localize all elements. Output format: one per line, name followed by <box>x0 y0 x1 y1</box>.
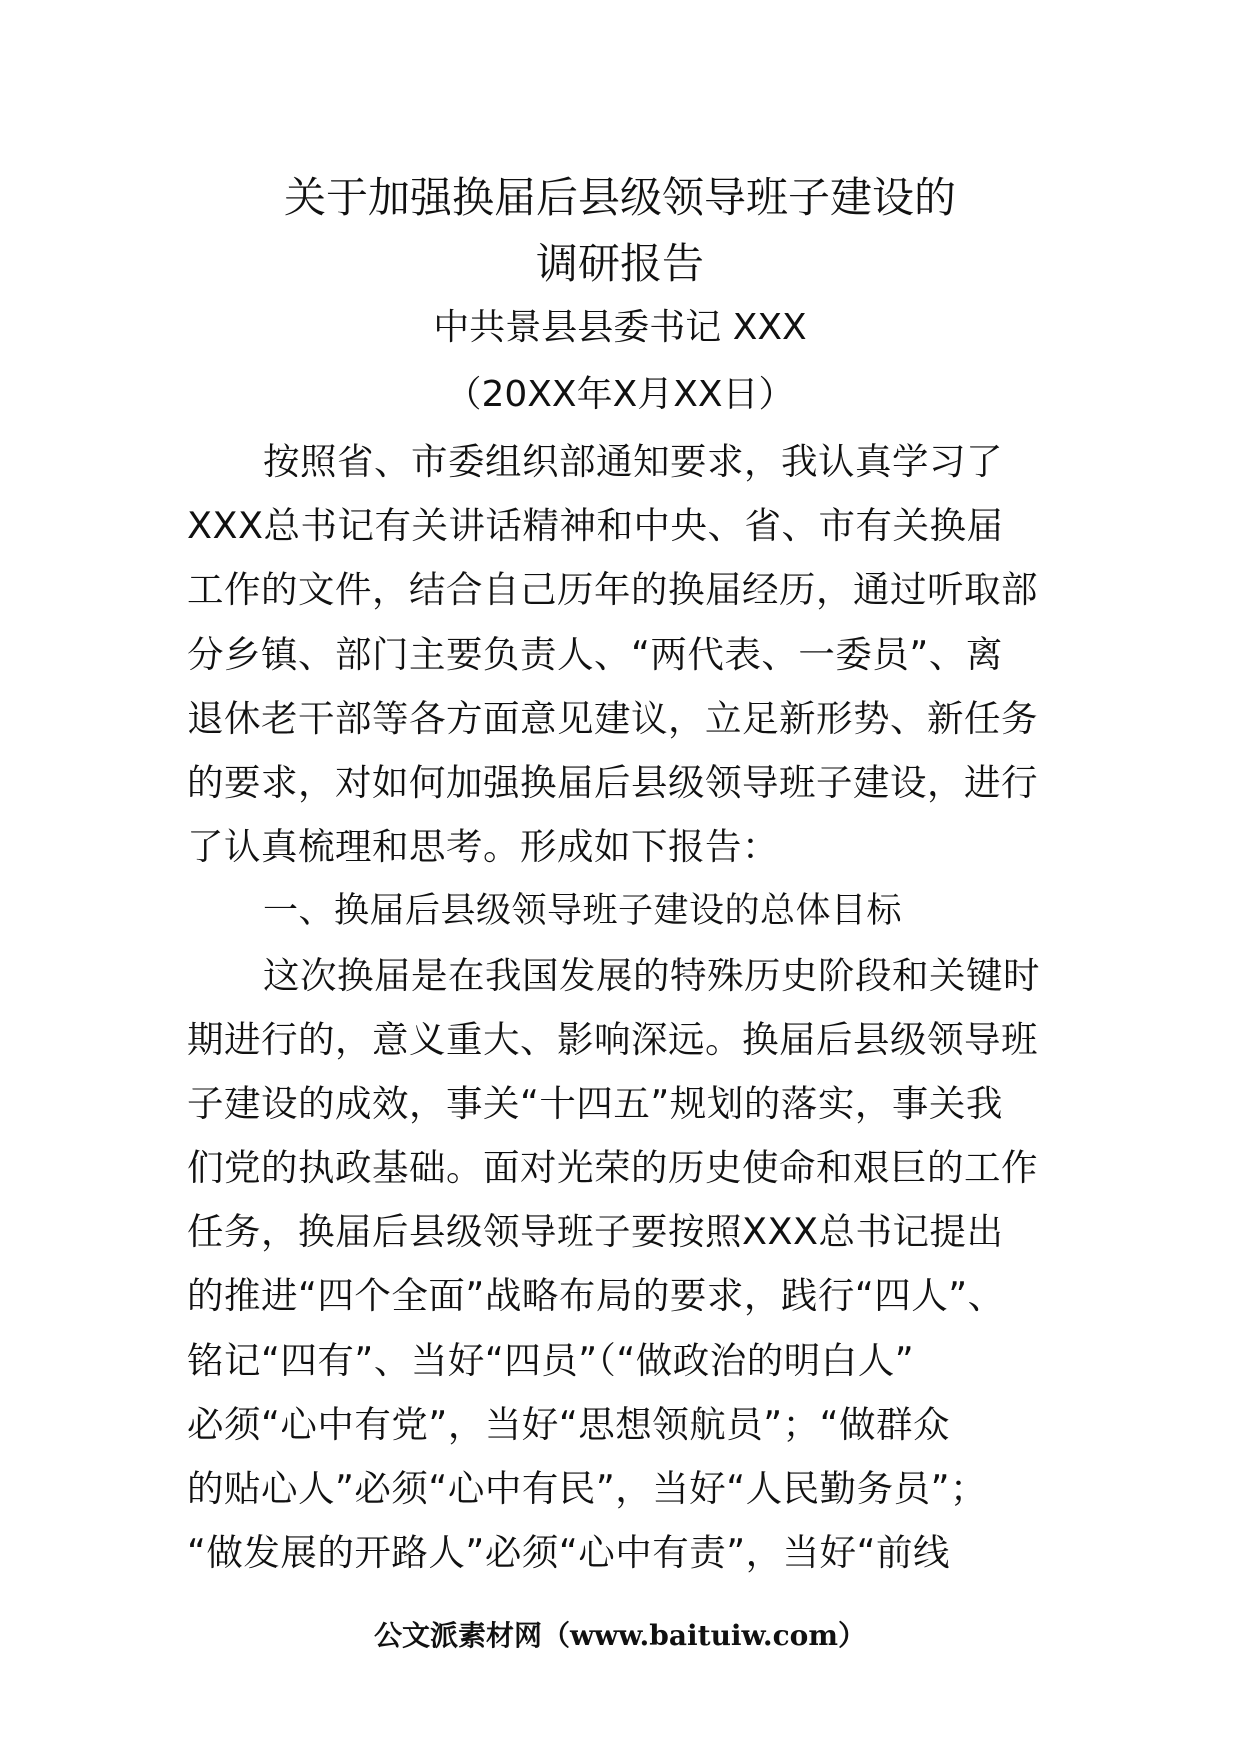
document-title-line-2: 调研报告 <box>535 239 704 288</box>
body-line: 铭记“四有”、当好“四员”（“做政治的明白人” <box>187 1338 915 1382</box>
body-line: 退休老干部等各方面意见建议，立足新形势、新任务 <box>187 696 1038 740</box>
document-title-line-1: 关于加强换届后县级领导班子建设的 <box>283 173 956 222</box>
footer-source-watermark: 公文派素材网（www.baituiw.com） <box>374 1619 866 1652</box>
body-line: 期进行的，意义重大、影响深远。换届后县级领导班 <box>187 1017 1038 1061</box>
body-line: “做发展的开路人”必须“心中有责”，当好“前线 <box>187 1531 951 1575</box>
body-line: 了认真梳理和思考。形成如下报告： <box>187 825 779 869</box>
body-line: 必须“心中有党”，当好“思想领航员”；“做群众 <box>187 1402 951 1446</box>
body-line: 的贴心人”必须“心中有民”，当好“人民勤务员”； <box>187 1467 988 1510</box>
document-body <box>187 430 1077 1585</box>
body-line: 工作的文件，结合自己历年的换届经历，通过听取部 <box>187 568 1038 612</box>
body-line: 这次换届是在我国发展的特殊历史阶段和关键时 <box>263 953 1040 997</box>
body-line: 的推进“四个全面”战略布局的要求，践行“四人”、 <box>187 1274 1005 1318</box>
document-date: （20XX年X月XX日） <box>445 374 795 415</box>
section-heading: 一、换届后县级领导班子建设的总体目标 <box>263 891 903 932</box>
document-author: 中共景县县委书记 XXX <box>433 307 807 348</box>
body-line: 子建设的成效，事关“十四五”规划的落实，事关我 <box>187 1081 1003 1125</box>
body-line: 分乡镇、部门主要负责人、“两代表、一委员”、离 <box>187 632 1003 676</box>
body-line: 任务，换届后县级领导班子要按照XXX总书记提出 <box>187 1210 1004 1254</box>
body-line: 按照省、市委组织部通知要求，我认真学习了 <box>263 440 1003 483</box>
body-line: 的要求，对如何加强换届后县级领导班子建设，进行 <box>187 760 1038 804</box>
body-line: 们党的执政基础。面对光荣的历史使命和艰巨的工作 <box>187 1146 1038 1190</box>
body-line: XXX总书记有关讲话精神和中央、省、市有关换届 <box>187 504 1004 548</box>
